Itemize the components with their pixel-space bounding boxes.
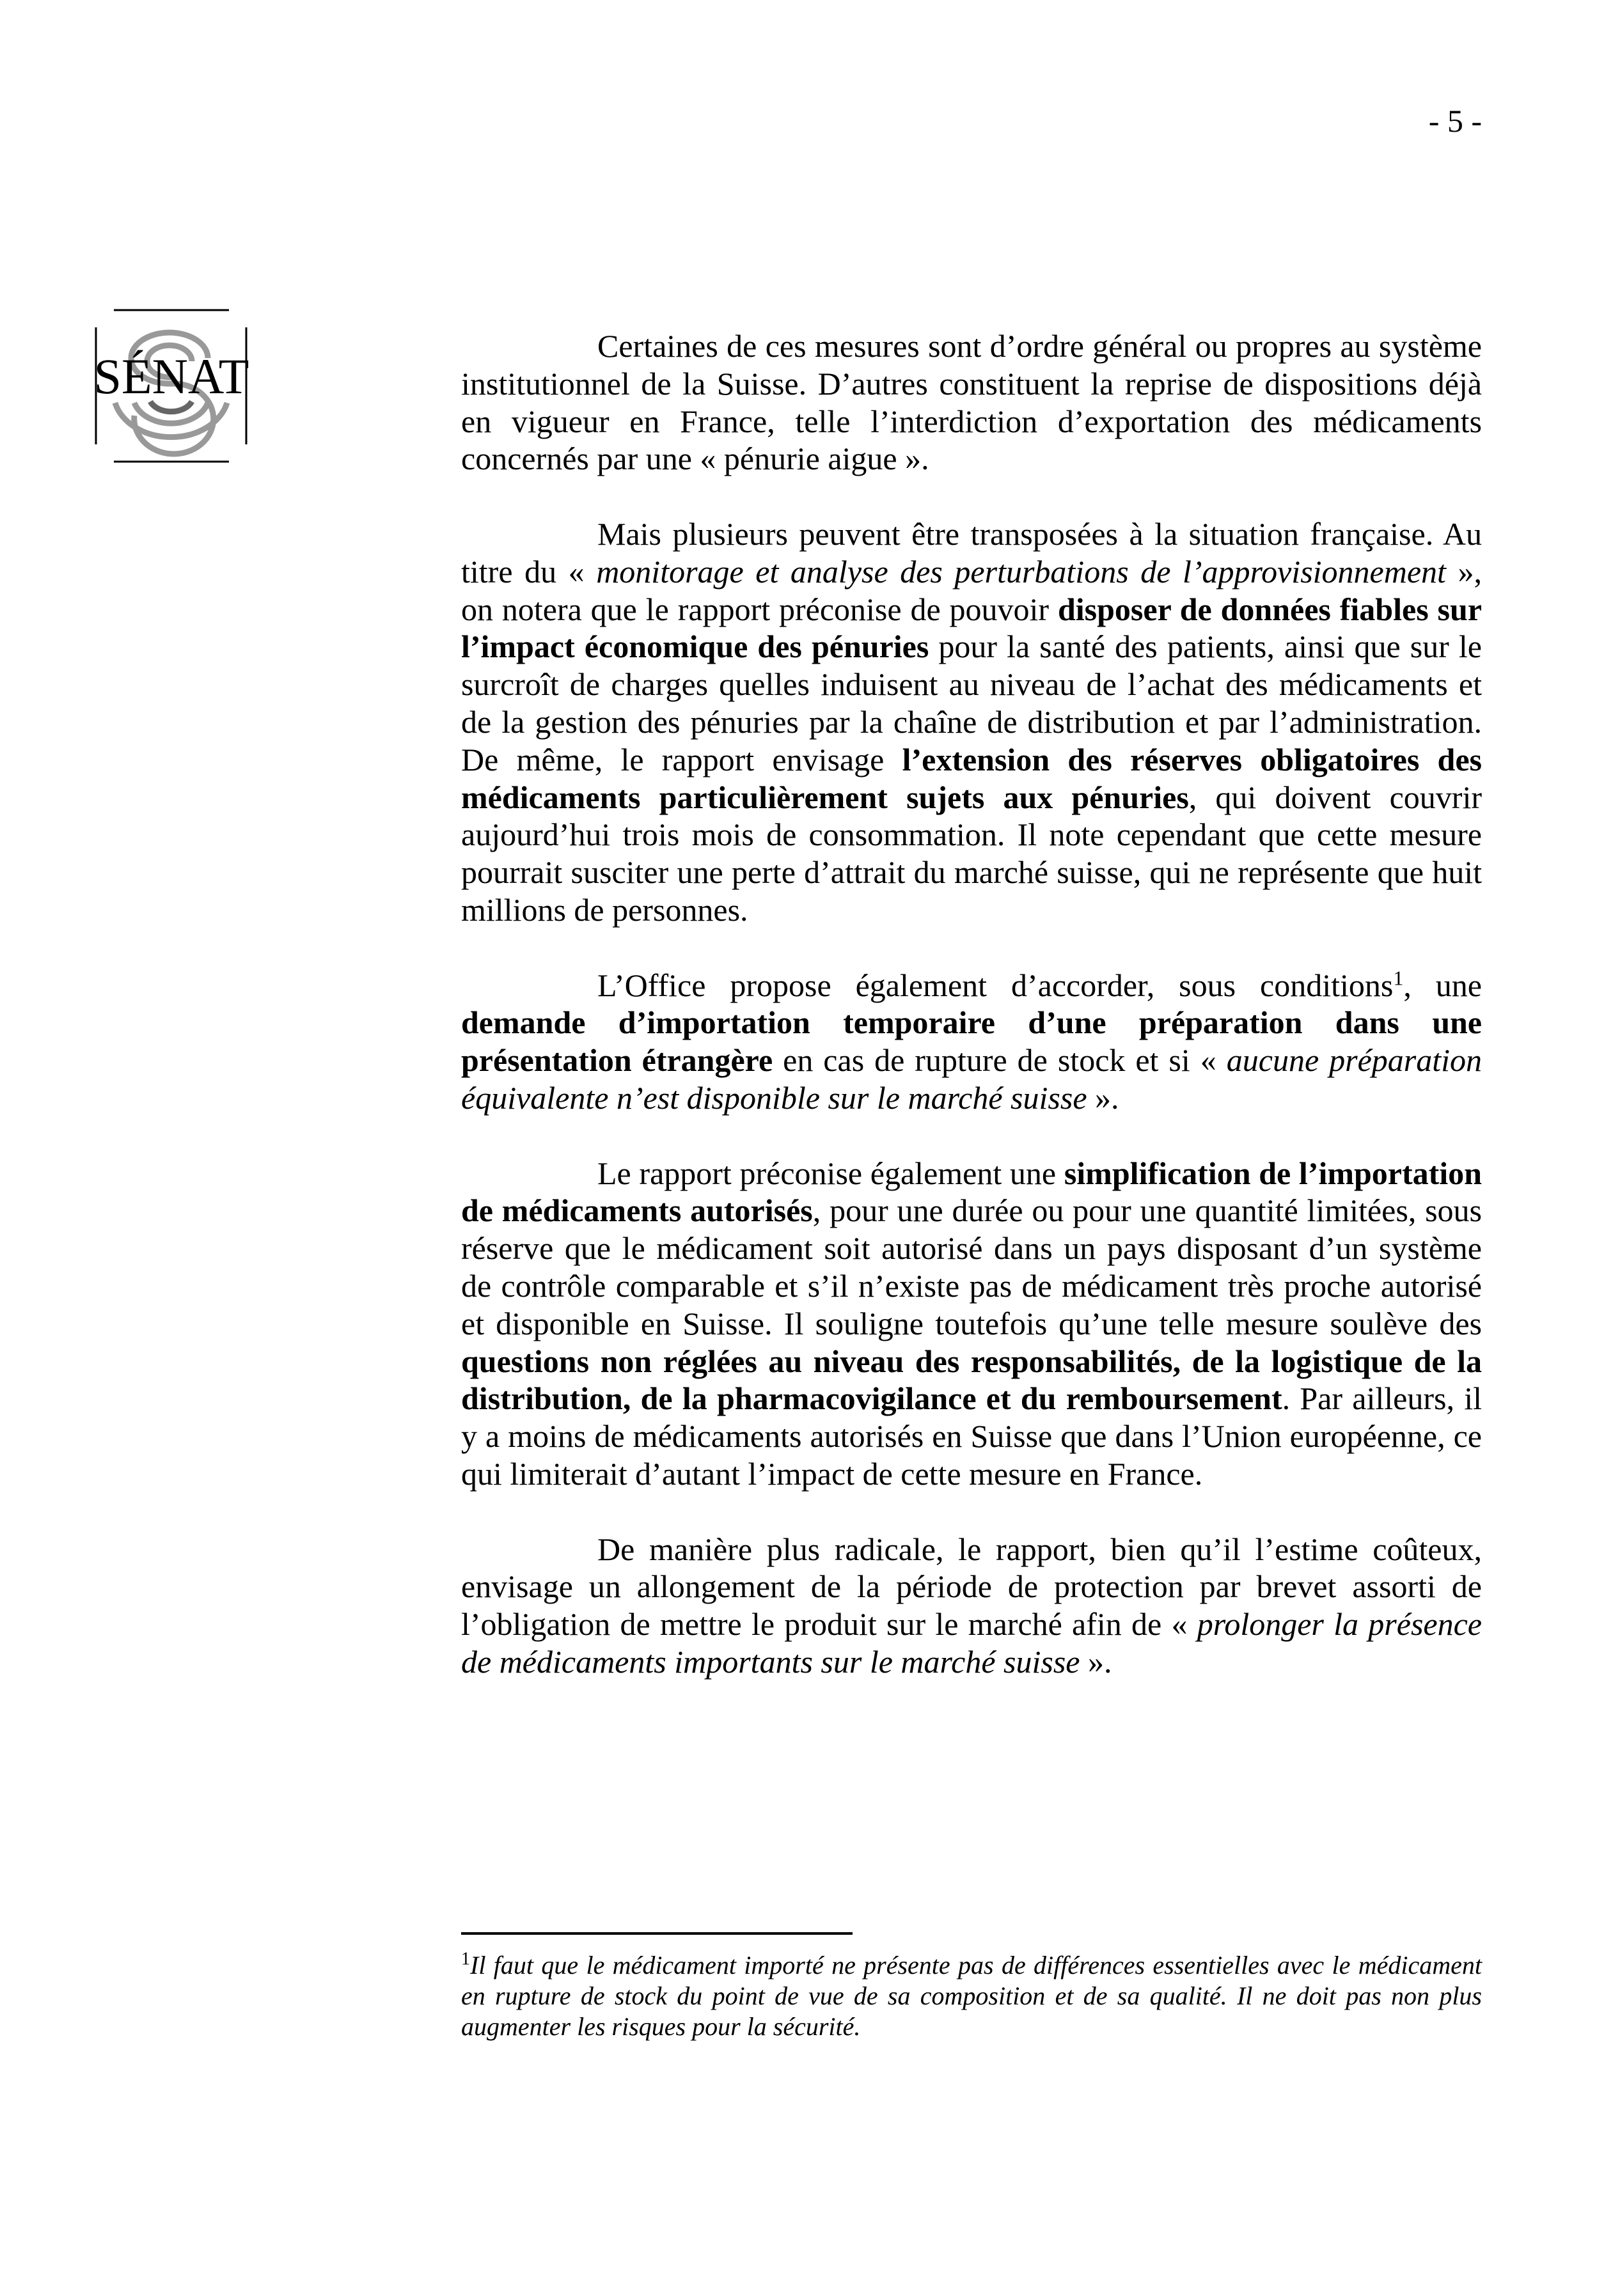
footnote bbox=[461, 1950, 1482, 2042]
text-run: », on notera que le rapport préconise de pouvoir bbox=[461, 553, 1482, 627]
text-run: pour la santé des patients, ainsi que sur le surcroît de charges quelles induisent au niveau de l’achat des médicaments et de la gestion des pénuries par la chaîne de distribution et par l’administration. De même, le rapport envisage bbox=[461, 629, 1482, 777]
page-number: - 5 - bbox=[1428, 103, 1482, 139]
paragraph bbox=[461, 327, 1482, 478]
footnote-mark: 1 bbox=[461, 1949, 470, 1969]
text-run: , une bbox=[1403, 967, 1482, 1003]
text-run: Le rapport préconise également une bbox=[597, 1155, 1064, 1191]
svg-text:SÉNAT: SÉNAT bbox=[93, 348, 249, 404]
bold-text: disposer de données fiables sur l’impact économique des pénuries bbox=[461, 591, 1482, 665]
text-run: L’Office propose également d’accorder, sous conditions bbox=[597, 967, 1394, 1003]
text-run: , qui doivent couvrir aujourd’hui trois mois de consommation. Il note cependant que cette mesure pourrait susciter une perte d’attrait du marché suisse, qui ne représente que huit millions de personnes. bbox=[461, 779, 1482, 928]
text-run: ». bbox=[1087, 1079, 1119, 1116]
text-run: en cas de rupture de stock et si « bbox=[773, 1042, 1227, 1079]
senat-logo bbox=[90, 301, 256, 473]
bold-text: l’extension des réserves obligatoires des médicaments particulièrement sujets aux pénuries bbox=[461, 741, 1482, 815]
text-run: Mais plusieurs peuvent être transposées à la situation française. Au titre du « bbox=[461, 515, 1482, 590]
paragraph bbox=[461, 515, 1482, 929]
footnote-text: Il faut que le médicament importé ne présente pas de différences essentielles avec le médicament en rupture de stock du point de vue de sa composition et de sa qualité. Il ne doit pas non plus augmenter les risques pour la sécurité. bbox=[461, 1951, 1482, 2041]
italic-quote: monitorage et analyse des perturbations de l’approvisionnement bbox=[596, 553, 1446, 590]
paragraph bbox=[461, 967, 1482, 1117]
text-run: De manière plus radicale, le rapport, bien qu’il l’estime coûteux, envisage un allongement de la période de protection par brevet assorti de l’obligation de mettre le produit sur le marché afin de « bbox=[461, 1531, 1482, 1643]
footnote-separator bbox=[461, 1932, 853, 1935]
paragraph bbox=[461, 1155, 1482, 1493]
text-run: ». bbox=[1080, 1643, 1112, 1680]
text-run: , pour une durée ou pour une quantité limitées, sous réserve que le médicament soit autorisé dans un pays disposant d’un système de contrôle comparable et s’il n’existe pas de médicament très proche autorisé et disponible en Suisse. Il souligne toutefois qu’une telle mesure soulève des bbox=[461, 1192, 1482, 1341]
footnote-ref: 1 bbox=[1393, 965, 1404, 989]
text-run: . Par ailleurs, il y a moins de médicaments autorisés en Suisse que dans l’Union européenne, ce qui limiterait d’autant l’impact de cette mesure en France. bbox=[461, 1380, 1482, 1492]
body-text bbox=[461, 327, 1482, 1718]
paragraph bbox=[461, 1531, 1482, 1681]
bold-text: demande d’importation temporaire d’une préparation dans une présentation étrangère bbox=[461, 1004, 1482, 1079]
italic-quote: aucune préparation équivalente n’est disponible sur le marché suisse bbox=[461, 1042, 1483, 1116]
bold-text: simplification de l’importation de médicaments autorisés bbox=[461, 1155, 1482, 1229]
italic-quote: prolonger la présence de médicaments importants sur le marché suisse bbox=[461, 1606, 1482, 1680]
text-run: Certaines de ces mesures sont d’ordre général ou propres au système institutionnel de la Suisse. D’autres constituent la reprise de dispositions déjà en vigueur en France, telle l’interdiction d’exportation des médicaments concernés par une « pénurie aigue ». bbox=[461, 328, 1482, 477]
bold-text: questions non réglées au niveau des responsabilités, de la logistique de la distribution, de la pharmacovigilance et du remboursement bbox=[461, 1343, 1482, 1417]
